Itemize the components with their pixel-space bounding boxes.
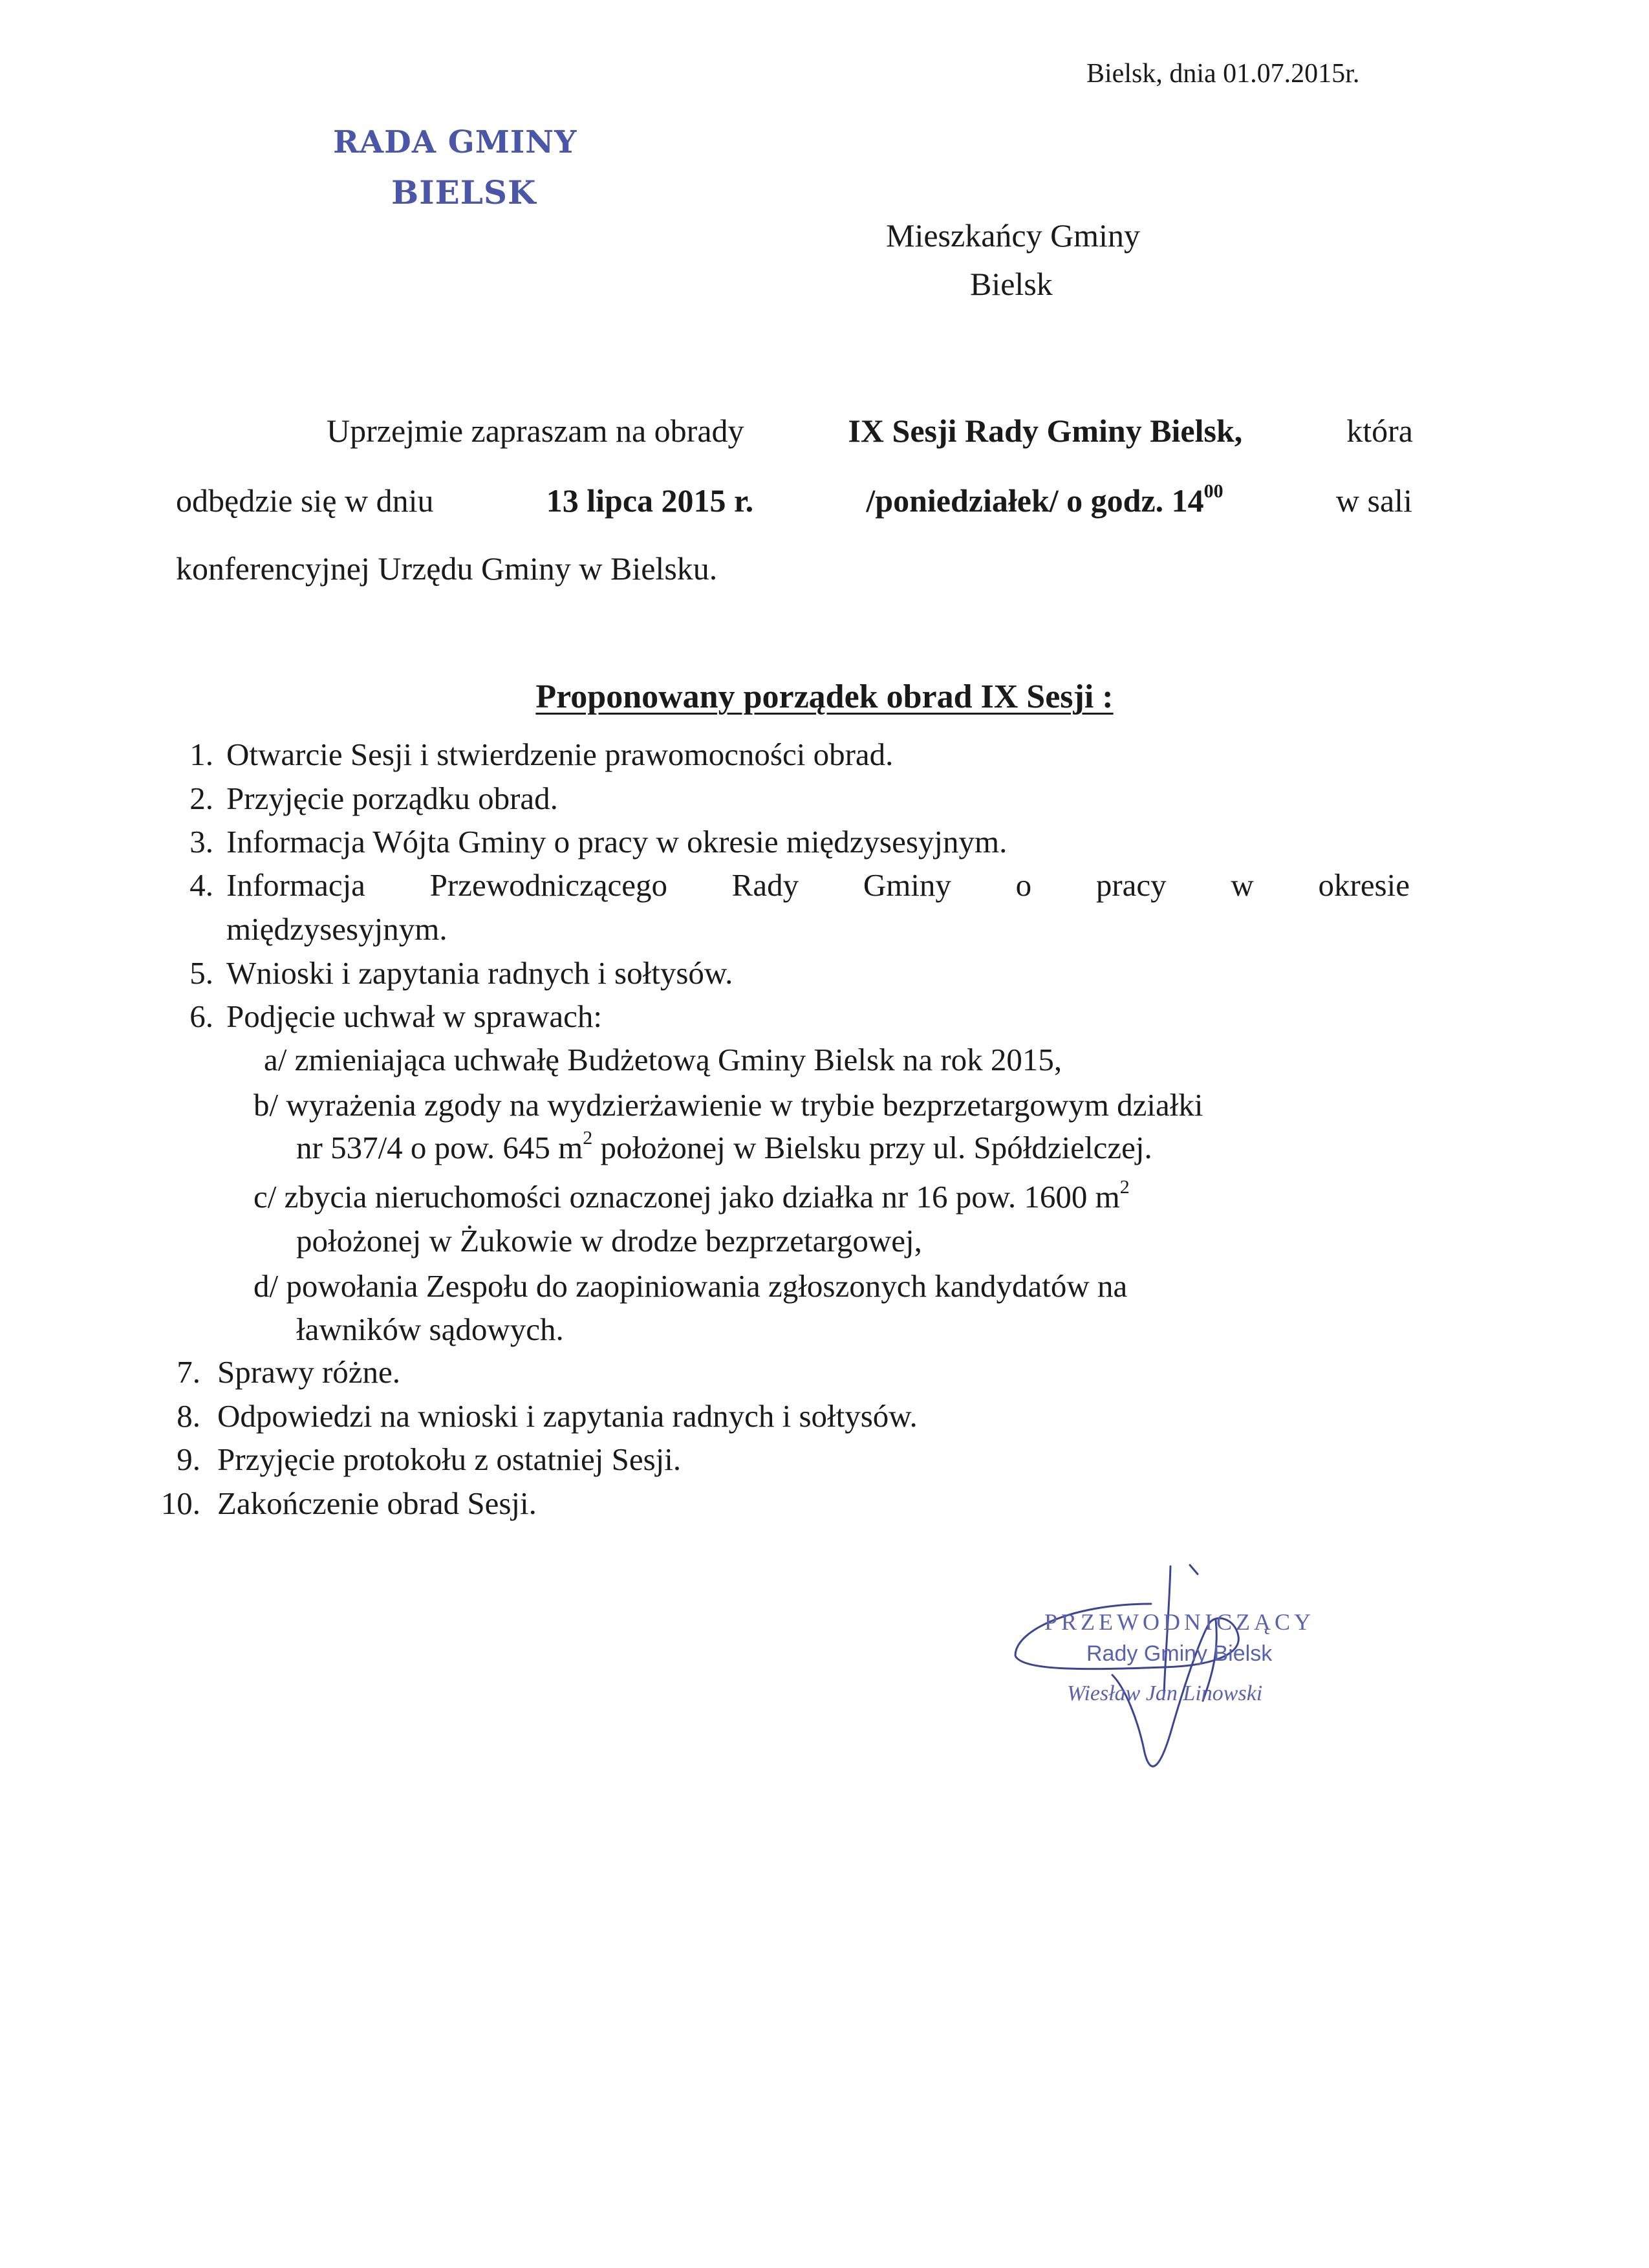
agenda-item-number: 10. [160, 1485, 200, 1521]
agenda-heading: Proponowany porządek obrad IX Sesji : [535, 678, 1114, 715]
agenda-subitem-c [253, 1178, 1130, 1215]
document-date: Bielsk, dnia 01.07.2015r. [1086, 59, 1360, 89]
agenda-item-number: 3. [189, 824, 213, 859]
agenda-item-text: Podjęcie uchwał w sprawach: [226, 999, 602, 1034]
agenda-item-number: 7. [177, 1354, 200, 1390]
invitation-time-minutes: 00 [1203, 481, 1223, 502]
agenda-item-number: 1. [189, 737, 213, 772]
invitation-date: 13 lipca 2015 r. [546, 482, 754, 519]
agenda-item-text: Przyjęcie protokołu z ostatniej Sesji. [217, 1442, 682, 1477]
invitation-line1-start: Uprzejmie zapraszam na obrady [327, 413, 744, 449]
agenda-subitem-d: d/ powołania Zespołu do zaopiniowania zgłoszonych kandydatów na [253, 1268, 1128, 1304]
invitation-time [866, 482, 1223, 519]
area-unit-exponent: 2 [583, 1127, 593, 1149]
agenda-item-text: Wnioski i zapytania radnych i sołtysów. [226, 955, 733, 991]
agenda-item-text: Sprawy różne. [217, 1354, 401, 1390]
recipient-line1: Mieszkańcy Gminy [886, 217, 1140, 254]
signature-name: Wiesław Jan Linowski [1067, 1681, 1263, 1705]
council-stamp-line1: RADA GMINY [333, 124, 577, 160]
agenda-item-number: 2. [189, 781, 213, 816]
agenda-subitem-c-text: c/ zbycia nieruchomości oznaczonej jako działka nr 16 pow. 1600 m [253, 1179, 1120, 1215]
agenda-item-text: Odpowiedzi na wnioski i zapytania radnych i sołtysów. [217, 1398, 918, 1434]
invitation-line2 [176, 482, 1412, 519]
agenda-item-continuation: międzysesyjnym. [226, 911, 447, 947]
agenda-subitem-b-cont-start: nr 537/4 o pow. 645 m [296, 1130, 583, 1165]
signature-stroke [1190, 1565, 1198, 1574]
agenda-item-number: 4. [189, 867, 213, 903]
recipient-line2: Bielsk [970, 266, 1053, 302]
invitation-line2-start: odbędzie się w dniu [176, 482, 434, 519]
council-stamp-line2: BIELSK [391, 173, 537, 211]
agenda-subitem-b-cont [296, 1129, 1152, 1166]
invitation-session-name: IX Sesji Rady Gminy Bielsk, [848, 413, 1243, 449]
agenda-subitem-d-cont: ławników sądowych. [296, 1312, 564, 1347]
agenda-item-text: Informacja Wójta Gminy o pracy w okresie międzysesyjnym. [226, 824, 1008, 859]
invitation-line1-end: która [1346, 413, 1413, 449]
agenda-subitem-c-cont: położonej w Żukowie w drodze bezprzetargowej, [296, 1223, 922, 1258]
agenda-item-text: Zakończenie obrad Sesji. [217, 1485, 537, 1521]
agenda-subitem-b-cont-end: położonej w Bielsku przy ul. Spółdzielczej. [592, 1130, 1152, 1165]
invitation-line2-end: w sali [1335, 482, 1412, 519]
invitation-line1 [327, 412, 1413, 449]
agenda-item-text: Otwarcie Sesji i stwierdzenie prawomocności obrad. [226, 737, 894, 772]
area-unit-exponent: 2 [1119, 1176, 1130, 1198]
invitation-time-text: /poniedziałek/ o godz. 14 [866, 482, 1204, 519]
agenda-item-text: Przyjęcie porządku obrad. [226, 781, 558, 816]
signature-title: PRZEWODNICZĄCY [1044, 1609, 1315, 1635]
handwritten-signature [996, 1559, 1371, 1791]
agenda-item-number: 8. [177, 1398, 200, 1434]
agenda-item-number: 6. [189, 999, 213, 1034]
signature-organization: Rady Gminy Bielsk [1086, 1641, 1273, 1666]
agenda-subitem-b: b/ wyrażenia zgody na wydzierżawienie w trybie bezprzetargowym działki [253, 1087, 1203, 1123]
agenda-item-number: 9. [177, 1442, 200, 1477]
agenda-item-number: 5. [189, 955, 213, 991]
invitation-line3: konferencyjnej Urzędu Gminy w Bielsku. [176, 550, 718, 587]
agenda-subitem-a: a/ zmieniająca uchwałę Budżetową Gminy Bielsk na rok 2015, [264, 1042, 1062, 1077]
agenda-item-text: Informacja Przewodniczącego Rady Gminy o pracy w okresie [226, 867, 1410, 903]
